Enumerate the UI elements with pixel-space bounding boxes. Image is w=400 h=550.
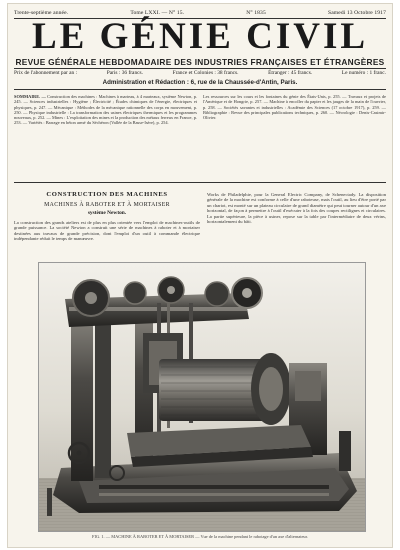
- table-of-contents: [14, 94, 386, 176]
- figure-caption: FIG. 1. — MACHINE À RABOTER ET À MORTAISER — Vue de la machine pendant le rabotage d'un axe d'alternateur.: [92, 534, 308, 539]
- issue-year: Trente-septième année.: [14, 10, 69, 16]
- summary-text-2: Les ressources sur les cours et les fontaines du génie des États-Unis, p. 255. — Travaux et projets de l'Amérique et de Hongrie, p. 257. — Machine à encoller du papier et les jauges de la main de l'ouvrier, p. 258. — Sociétés savantes et industrielles : Académie des Sciences (17 octobre 1917), p. 259. — Bibliographie : Revue des principales publications techniques, p. 260. — Nécrologie : Denis-Casimir-Olivier.: [203, 94, 386, 121]
- divider: [14, 68, 386, 69]
- price-paris: Paris : 36 francs.: [106, 70, 143, 76]
- masthead-subtitle: REVUE GÉNÉRALE HEBDOMADAIRE DES INDUSTRIES FRANÇAISES ET ÉTRANGÈRES: [15, 57, 385, 67]
- summary-lead: SOMMAIRE. —: [14, 94, 46, 99]
- article-body-left: La construction des grands ateliers est de plus en plus orientée vers l'emploi de machines-outils de grande puissance. La société Newton a construit une série de machines à raboter et à mortaiser destinées aux travaux de grande précision, dont l'emploi d'un outil à commande électrique indépendante réduit le temps de manœuvre.: [14, 220, 200, 242]
- subscription-prices: [14, 70, 386, 76]
- issue-number: N° 1835: [246, 10, 266, 16]
- newspaper-page: [8, 4, 392, 547]
- section-heading: CONSTRUCTION DES MACHINES: [46, 191, 168, 198]
- price-france: France et Colonies : 38 francs.: [172, 70, 239, 76]
- summary-column-1: [14, 94, 197, 176]
- summary-text-1: Construction des machines : Machines à marteau, à 4 marteaux, système Newton, p. 245. — Sciences industrielles : Hygiène ; Électricité ; Études chimiques de l'énergie, électriques et physiques, p. 247. — Mécanique : Méthodes de la mécanique rationnelle des corps en mouvement, p. 250. — Physique industrielle : La transformation des usines électriques thermiques et les programmes nouveaux, p. 252. — Mines : L'exploitation des mines et la production des métaux ferreux en France, p. 253. — Variétés : Barrage en béton armé du Séchéron (Vallée de la Basse-Isère), p. 254.: [14, 94, 197, 126]
- price-issue: Le numéro : 1 franc.: [341, 70, 386, 76]
- divider: [14, 182, 386, 183]
- price-abroad: Étranger : 45 francs.: [268, 70, 313, 76]
- masthead-title: LE GÉNIE CIVIL: [31, 16, 369, 57]
- article-body-right: Works de Philadelphie, pour la General Electric Company, de Schenectady. La disposition générale de la machine est conforme à celle d'une raboteuse, mais l'outil, au lieu d'être porté par un chariot, est monté sur un plateau circulaire de grand diamètre qui peut tourner autour d'un axe horizontal, de façon à permettre à l'outil d'exécuter à la fois des coupes rectilignes et circulaires. La partie supérieure, la pièce à usiner, repose sur la table par l'intermédiaire de deux vérins, horizontalement du bâti.: [207, 192, 386, 225]
- article-title: MACHINES À RABOTER ET À MORTAISER: [44, 202, 170, 208]
- issue-volume: Tome LXXI. — N° 15.: [130, 10, 185, 16]
- administration-address: Administration et Rédaction : 6, rue de la Chaussée-d'Antin, Paris.: [102, 79, 298, 86]
- machine-engraving: [38, 262, 366, 532]
- article-subtitle: système Newton.: [87, 210, 127, 216]
- subscription-label: Prix de l'abonnement par an :: [14, 70, 78, 76]
- divider: [14, 89, 386, 90]
- summary-column-2: [203, 94, 386, 176]
- issue-date: Samedi 13 Octobre 1917: [328, 10, 386, 16]
